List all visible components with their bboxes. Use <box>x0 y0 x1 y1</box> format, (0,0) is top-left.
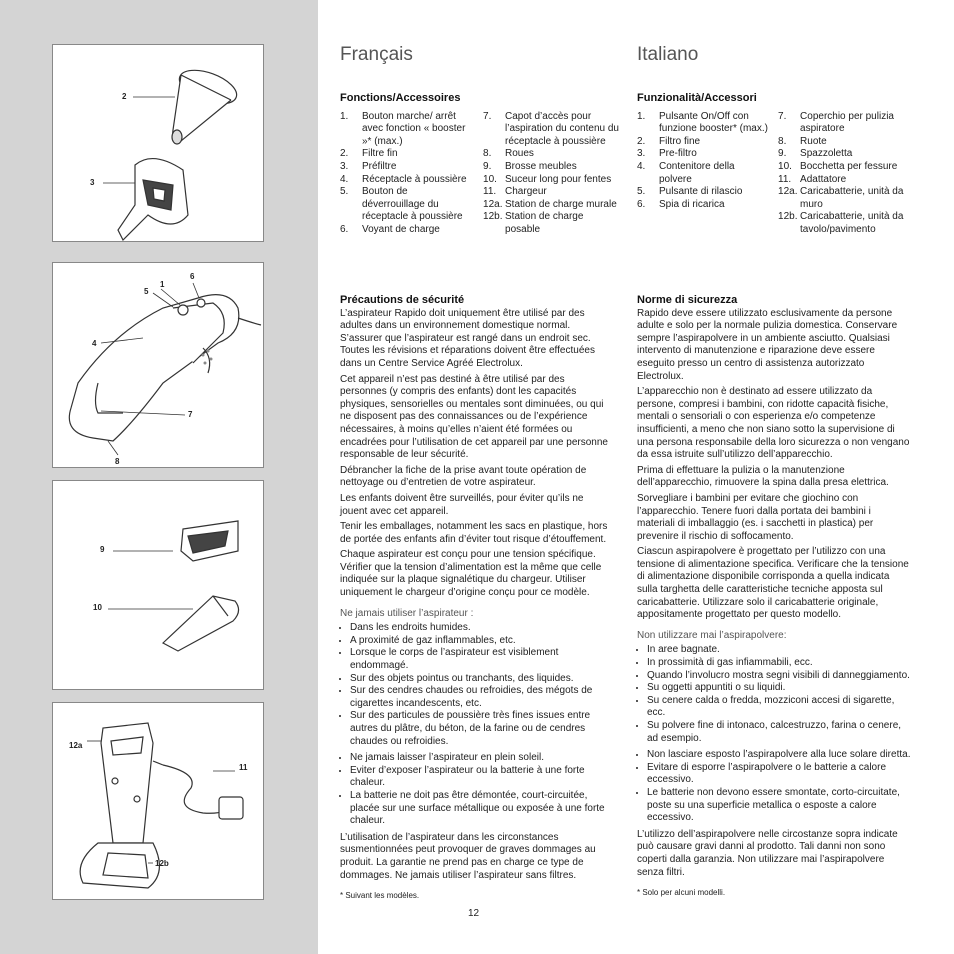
feature-item <box>778 111 917 136</box>
italian-safety <box>637 294 911 900</box>
feature-number: 9. <box>778 148 787 160</box>
french-paragraphs <box>340 308 612 600</box>
feature-number: 12a. <box>483 198 503 210</box>
bullet-item: • Su polvere fine di intonaco, calcestruzzo, farina o cenere, ad esempio. <box>647 720 911 745</box>
feature-item <box>778 161 917 174</box>
feature-number: 11. <box>778 173 792 185</box>
bullet-item: • Dans les endroits humides. <box>350 622 612 635</box>
illustration-sidebar <box>0 0 318 954</box>
feature-number: 10. <box>483 173 497 185</box>
feature-item <box>778 186 917 211</box>
feature-number: 1. <box>637 110 646 122</box>
fine-filter-drawing <box>172 64 241 144</box>
feature-item <box>637 186 768 199</box>
feature-label: Pulsante di rilascio <box>659 186 743 198</box>
paragraph: Les enfants doivent être surveillés, pour éviter qu’ils ne jouent avec cet appareil. <box>340 492 584 517</box>
feature-number: 8. <box>483 148 492 160</box>
french-safety-heading: Précautions de sécurité <box>340 294 465 306</box>
feature-item <box>340 174 473 187</box>
paragraph: L’aspirateur Rapido doit uniquement être utilisé par des adultes dans un environnement domestique normal. S’assurer que l’aspirateur est rangé dans un endroit sec. Toutes les révisions et réparations doivent être effectuées dans un Centre Service Agréé Electrolux. <box>340 307 595 369</box>
feature-item <box>483 186 620 199</box>
bullet-item: • Sur des particules de poussière très fines issues entre autres du plâtre, du béton, de la farine ou de cendres chaudes ou refroidies. <box>350 710 612 748</box>
feature-number: 4. <box>340 173 349 185</box>
callout-9: 9 <box>100 545 105 554</box>
bullet-item: • Su cenere calda o fredda, mozziconi accesi di sigarette, ecc. <box>647 695 911 720</box>
feature-number: 3. <box>340 160 349 172</box>
feature-number: 2. <box>637 135 646 147</box>
feature-number: 11. <box>483 186 497 198</box>
bullet-item: • Sur des cendres chaudes ou refroidies, des mégots de cigarettes incandescents, etc. <box>350 685 612 710</box>
feature-number: 6. <box>637 198 646 210</box>
italian-footnote: * Solo per alcuni modelli. <box>637 888 726 898</box>
feature-item <box>483 199 620 212</box>
panel-filters <box>52 44 264 242</box>
floor-base-drawing <box>80 843 159 888</box>
callout-3: 3 <box>90 178 95 187</box>
panel-vacuum <box>52 262 264 468</box>
callout-4: 4 <box>92 339 97 348</box>
italian-features <box>637 92 917 237</box>
bullet-item: • In prossimità di gas infiammabili, ecc. <box>647 657 911 670</box>
feature-label: Roues <box>505 148 534 160</box>
callout-7: 7 <box>188 410 193 419</box>
callout-6: 6 <box>190 272 195 281</box>
feature-label: Contenitore della polvere <box>659 160 735 185</box>
bullet-item: • Ne jamais laisser l’aspirateur en plein soleil. <box>350 752 612 765</box>
italian-title: Italiano <box>637 44 699 65</box>
feature-label: Filtre fin <box>362 148 398 160</box>
feature-label: Caricabatterie, unità da muro <box>800 186 904 210</box>
feature-item <box>778 148 917 161</box>
feature-item <box>340 186 473 224</box>
crevice-nozzle-drawing <box>163 596 239 651</box>
feature-label: Réceptacle à poussière <box>362 173 467 185</box>
bullet-item: • In aree bagnate. <box>647 644 911 657</box>
feature-number: 1. <box>340 110 349 122</box>
feature-number: 5. <box>637 186 646 198</box>
feature-item <box>340 224 473 237</box>
french-features-right <box>483 111 620 237</box>
feature-item <box>637 199 768 212</box>
feature-label: Spia di ricarica <box>659 198 725 210</box>
feature-label: Spazzoletta <box>800 148 853 160</box>
feature-item <box>340 111 473 149</box>
french-features-heading: Fonctions/Accessoires <box>340 92 461 104</box>
paragraph: Débrancher la fiche de la prise avant toute opération de nettoyage ou d’entretien de votre aspirateur. <box>340 464 587 489</box>
callout-12a: 12a <box>69 741 83 750</box>
feature-label: Pulsante On/Off con funzione booster* (max.) <box>659 110 768 135</box>
bullet-item: • Le batterie non devono essere smontate, corto-circuitate, poste su una superficie metallica o esposte a calore eccessivo. <box>647 787 911 825</box>
paragraph: Sorvegliare i bambini per evitare che giochino con l’apparecchio. Tenere fuori dalla portata dei bambini i materiali di imballaggio (es. i sacchetti in plastica) per prevenire il rischio di soffocamento. <box>637 492 874 542</box>
paragraph: Tenir les emballages, notamment les sacs en plastique, hors de portée des enfants afin d’éviter tout risque d’étouffement. <box>340 521 608 545</box>
bullet-item: • Non lasciare esposto l’aspirapolvere alla luce solare diretta. <box>647 749 911 762</box>
paragraph: Chaque aspirateur est conçu pour une tension spécifique. Vérifier que la tension d’alimentation est la même que celle indiquée sur la plaque signalétique du chargeur. Utiliser uniquement le chargeur d’origine conçu pour ce modèle. <box>340 549 602 599</box>
bullet-item: • Evitare di esporre l’aspirapolvere o le batterie a calore eccessivo. <box>647 762 911 787</box>
feature-label: Brosse meubles <box>505 160 577 172</box>
vacuum-illustration <box>53 263 263 467</box>
pre-filter-drawing <box>118 159 188 240</box>
feature-item <box>483 148 620 161</box>
callout-2: 2 <box>122 92 127 101</box>
paragraph: Prima di effettuare la pulizia o la manutenzione dell’apparecchio, rimuovere la spina dalla presa elettrica. <box>637 464 889 489</box>
feature-number: 3. <box>637 148 646 160</box>
callout-11: 11 <box>239 763 248 772</box>
french-title: Français <box>340 44 413 65</box>
feature-item <box>637 111 768 136</box>
feature-label: Adattatore <box>800 173 847 185</box>
bullet-item: • Lorsque le corps de l’aspirateur est visiblement endommagé. <box>350 647 612 672</box>
feature-label: Filtro fine <box>659 135 701 147</box>
panel-charger <box>52 702 264 900</box>
bullet-item: • Su oggetti appuntiti o su liquidi. <box>647 682 911 695</box>
french-features-left <box>340 111 473 237</box>
italian-paragraphs <box>637 308 911 622</box>
italian-never-heading: Non utilizzare mai l’aspirapolvere: <box>637 629 787 641</box>
accessories-illustration <box>53 481 263 689</box>
french-footnote: * Suivant les modèles. <box>340 891 420 901</box>
paragraph: Ciascun aspirapolvere è progettato per l’utilizzo con una tensione di alimentazione specifica. Verificare che la tensione di alimentazione disponibile corrisponda a quella indicata sulla targhetta delle caratteristiche tecniche apposta sul caricabatterie. Utilizzare solo il caricabatterie originale, appositamente progettato per questo modello. <box>637 546 909 621</box>
feature-label: Station de charge posable <box>505 211 584 235</box>
feature-number: 12a. <box>778 186 798 198</box>
callout-12b: 12b <box>155 859 169 868</box>
feature-number: 6. <box>340 223 349 235</box>
feature-item <box>637 148 768 161</box>
feature-label: Préfiltre <box>362 160 397 172</box>
italian-never-list <box>637 644 911 745</box>
french-features <box>340 92 620 237</box>
feature-item <box>778 211 917 236</box>
paragraph: Cet appareil n’est pas destiné à être utilisé par des personnes (y compris des enfants) dont les capacités physiques, sensorielles ou mentales sont diminuées, ou qui ne disposent pas des connaissances ou de l’expérience nécessaires, à moins qu’elles n’aient été formées ou encadrées pour l’utilisation de cet appareil par une personne responsable de leur sécurité. <box>340 373 608 461</box>
bullet-item: • Eviter d’exposer l’aspirateur ou la batterie à une forte chaleur. <box>350 765 612 790</box>
feature-item <box>483 174 620 187</box>
french-safety <box>340 294 612 903</box>
italian-extra-list <box>637 749 911 825</box>
french-never-list <box>340 622 612 748</box>
paragraph: Rapido deve essere utilizzato esclusivamente da persone adulte e solo per la normale pulizia domestica. Conservare sempre l’aspirapolvere in un ambiente asciutto. Qualsiasi intervento di manutenzione e riparazione deve essere eseguito presso un centro di assistenza autorizzato Electrolux. <box>637 307 898 382</box>
feature-label: Coperchio per pulizia aspiratore <box>800 110 894 135</box>
feature-label: Voyant de charge <box>362 223 440 235</box>
bullet-item: • A proximité de gaz inflammables, etc. <box>350 635 612 648</box>
feature-item <box>483 161 620 174</box>
feature-number: 8. <box>778 135 787 147</box>
paragraph: L’apparecchio non è destinato ad essere utilizzato da persone, compresi i bambini, con ridotte capacità fisiche, mentali o sensoriali o con esperienza e/o competenze insufficienti, a meno che non siano sotto la supervisione di una persona responsabile della loro sicurezza o non vengano da essa istruite sull’utilizzo dell’apparecchio. <box>637 386 910 461</box>
feature-item <box>637 136 768 149</box>
furniture-brush-drawing <box>181 521 238 561</box>
page-number: 12 <box>468 908 480 919</box>
feature-item <box>483 211 620 236</box>
feature-item <box>340 148 473 161</box>
feature-label: Caricabatterie, unità da tavolo/pavimento <box>800 211 904 235</box>
feature-number: 12b. <box>778 211 798 223</box>
feature-number: 12b. <box>483 211 503 223</box>
french-closing: L’utilisation de l’aspirateur dans les circonstances susmentionnées peut provoquer de graves dommages au produit. La garantie ne prend pas en charge ce type de dommages. Ne jamais utiliser l’aspirateur sans filtres. <box>340 831 596 881</box>
italian-features-right <box>778 111 917 237</box>
feature-number: 5. <box>340 186 349 198</box>
feature-label: Bouton marche/ arrêt avec fonction « booster »* (max.) <box>362 110 466 147</box>
bullet-item: • Sur des objets pointus ou tranchants, des liquides. <box>350 673 612 686</box>
feature-label: Bocchetta per fessure <box>800 160 898 172</box>
feature-label: Ruote <box>800 135 827 147</box>
charger-illustration <box>53 703 263 899</box>
feature-number: 4. <box>637 160 646 172</box>
french-never-heading: Ne jamais utiliser l’aspirateur : <box>340 607 474 619</box>
feature-number: 10. <box>778 160 792 172</box>
feature-label: Chargeur <box>505 186 547 198</box>
feature-label: Suceur long pour fentes <box>505 173 612 185</box>
vacuum-body-drawing <box>69 295 261 441</box>
callout-5: 5 <box>144 287 149 296</box>
callout-10: 10 <box>93 603 102 612</box>
italian-closing: L’utilizzo dell’aspirapolvere nelle circostanze sopra indicate può causare gravi danni al prodotto. Tali danni non sono coperti dalla garanzia. Non utilizzare mai l’aspirapolvere senza filtri. <box>637 828 898 878</box>
feature-label: Station de charge murale <box>505 198 617 210</box>
feature-number: 9. <box>483 160 492 172</box>
panel-accessories <box>52 480 264 690</box>
charger-adapter-drawing <box>153 761 243 819</box>
bullet-item: • Quando l’involucro mostra segni visibili di danneggiamento. <box>647 670 911 683</box>
feature-label: Capot d’accès pour l’aspiration du contenu du réceptacle à poussière <box>505 110 619 147</box>
feature-item <box>778 174 917 187</box>
filters-illustration <box>53 45 263 241</box>
italian-features-left <box>637 111 768 237</box>
feature-number: 2. <box>340 148 349 160</box>
feature-number: 7. <box>778 110 787 122</box>
french-extra-list <box>340 752 612 828</box>
italian-safety-heading: Norme di sicurezza <box>637 294 738 306</box>
callout-1: 1 <box>160 280 165 289</box>
feature-item <box>340 161 473 174</box>
italian-features-heading: Funzionalità/Accessori <box>637 92 757 104</box>
feature-label: Pre-filtro <box>659 148 697 160</box>
callout-8: 8 <box>115 457 120 466</box>
feature-item <box>483 111 620 149</box>
bullet-item: • La batterie ne doit pas être démontée, court-circuitée, placée sur une surface métallique ou exposée à une forte chaleur. <box>350 790 612 828</box>
feature-label: Bouton de déverrouillage du réceptacle à poussière <box>362 186 463 223</box>
feature-item <box>637 161 768 186</box>
feature-item <box>778 136 917 149</box>
feature-number: 7. <box>483 110 492 122</box>
wall-station-drawing <box>101 723 153 843</box>
